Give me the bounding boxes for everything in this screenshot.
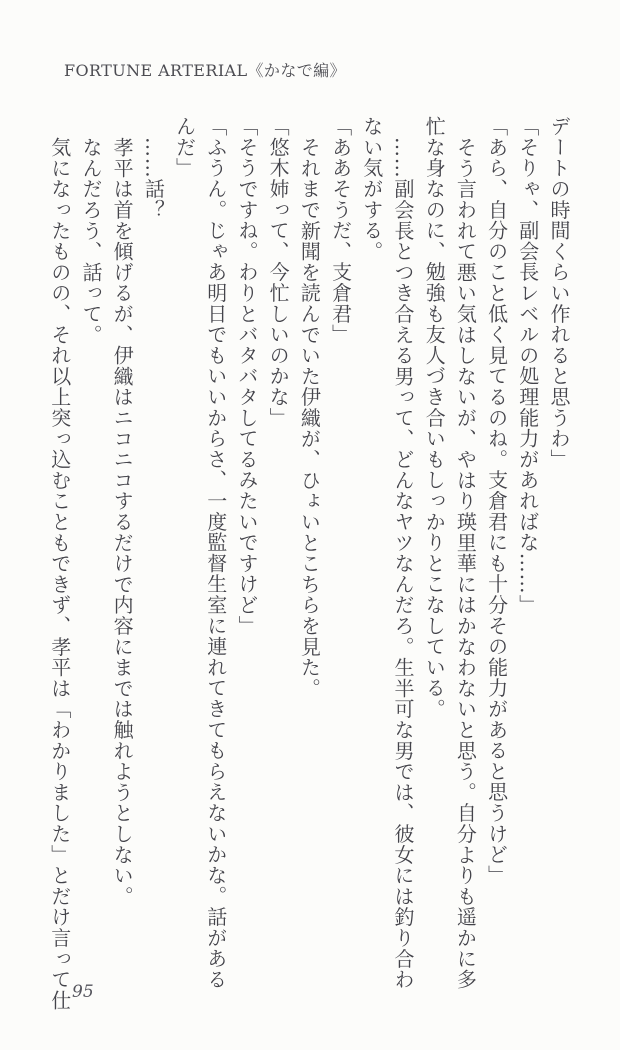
text-line: ……副会長とつき合える男って、どんなヤツなんだろ。生半可な男では、彼女には釣り合わ [390, 136, 415, 990]
text-line: 「悠木姉って、今忙しいのかな」 [266, 116, 291, 428]
text-line: ……話？ [141, 136, 166, 220]
text-line: ない気がする。 [359, 116, 384, 262]
text-line: 「ああそうだ、支倉君」 [328, 116, 353, 345]
text-line: 孝平は首を傾げるが、伊織はニコニコするだけで内容にまでは触れようとしない。 [110, 136, 135, 907]
text-line: デートの時間くらい作れると思うわ」 [547, 116, 571, 470]
text-line: 「ふうん。じゃあ明日でもいいからさ、一度監督生室に連れてきてもらえないかな。話がある [203, 116, 228, 990]
text-line: 「そうですね。わりとバタバタしてるみたいですけど」 [234, 116, 259, 636]
text-line: そう言われて悪い気はしないが、やはり瑛里華にはかなわないと思う。自分よりも遥かに多 [453, 136, 478, 990]
text-line: 忙な身なのに、勉強も友人づき合いもしっかりとこなしている。 [422, 116, 447, 720]
vertical-text-block [38, 116, 574, 1011]
text-line: 「あら、自分のこと低く見てるのね。支倉君にも十分その能力があると思うけど」 [484, 116, 509, 886]
running-header: FORTUNE ARTERIAL《かなで編》 [64, 61, 346, 80]
text-line: 「そりゃ、副会長レベルの処理能力があればな……」 [515, 116, 540, 616]
text-line: んだ」 [172, 116, 197, 179]
text-line: 気になったものの、それ以上突っ込むこともできず、孝平は「わかりました」とだけ言って仕 [47, 136, 72, 1011]
page-number: 95 [72, 982, 94, 1002]
text-line: それまで新聞を読んでいた伊織が、ひょいとこちらを見た。 [297, 136, 322, 699]
text-line: なんだろう、話って。 [78, 136, 103, 345]
